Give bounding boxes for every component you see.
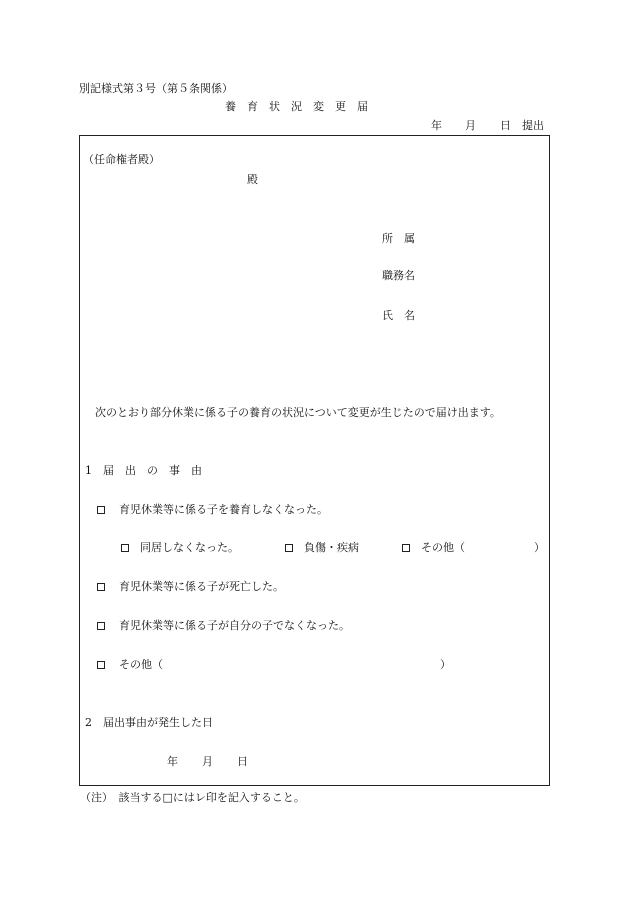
checkbox[interactable]: [285, 544, 293, 552]
checkbox[interactable]: [97, 506, 105, 514]
checkbox[interactable]: [97, 661, 105, 669]
suboption-other[interactable]: [402, 542, 465, 553]
form-frame: [79, 135, 550, 786]
option-child-died[interactable]: [97, 581, 284, 592]
submit-year-label: 年: [431, 119, 442, 132]
option-label: 育児休業等に係る子が自分の子でなくなった。: [119, 619, 350, 632]
option-label: その他（: [119, 658, 163, 671]
suboption-label: その他（: [421, 541, 465, 554]
checkbox[interactable]: [121, 544, 129, 552]
checkbox[interactable]: [97, 583, 105, 591]
suboption-label: 負傷・疾病: [304, 541, 359, 554]
position-label: 職務名: [382, 269, 415, 282]
suboption-other-close: ）: [534, 541, 545, 554]
statement-text: 次のとおり部分休業に係る子の養育の状況について変更が生じたので届け出ます。: [95, 406, 501, 419]
occurrence-month-label: 月: [202, 755, 213, 768]
addressee-honorific: 殿: [247, 173, 258, 186]
option-no-longer-own-child[interactable]: [97, 620, 350, 631]
occurrence-day-label: 日: [237, 755, 248, 768]
submit-suffix: 提出: [522, 119, 544, 132]
form-number: 別記様式第３号（第５条関係）: [79, 82, 233, 95]
suboption-injury-illness[interactable]: [285, 542, 359, 553]
occurrence-year-label: 年: [167, 755, 178, 768]
submit-day-label: 日: [500, 119, 511, 132]
section1-heading: 1 届 出 の 事 由: [85, 464, 202, 477]
note-text: （注） 該当する□にはレ印を記入すること。: [80, 791, 305, 804]
section2-heading: 2 届出事由が発生した日: [85, 716, 213, 729]
suboption-not-cohabiting[interactable]: [121, 542, 239, 553]
submit-month-label: 月: [465, 119, 476, 132]
addressee-label: （任命権者殿）: [83, 153, 160, 166]
option-label: 育児休業等に係る子が死亡した。: [119, 580, 284, 593]
suboption-label: 同居しなくなった。: [140, 541, 239, 554]
option-label: 育児休業等に係る子を養育しなくなった。: [119, 503, 328, 516]
name-label: 氏 名: [382, 309, 415, 322]
checkbox[interactable]: [402, 544, 410, 552]
option-other-close: ）: [440, 658, 451, 671]
form-title: 養育状況変更届: [225, 100, 379, 113]
option-other[interactable]: [97, 659, 163, 670]
checkbox[interactable]: [97, 622, 105, 630]
affiliation-label: 所 属: [382, 232, 415, 245]
option-no-longer-raising[interactable]: [97, 504, 328, 515]
